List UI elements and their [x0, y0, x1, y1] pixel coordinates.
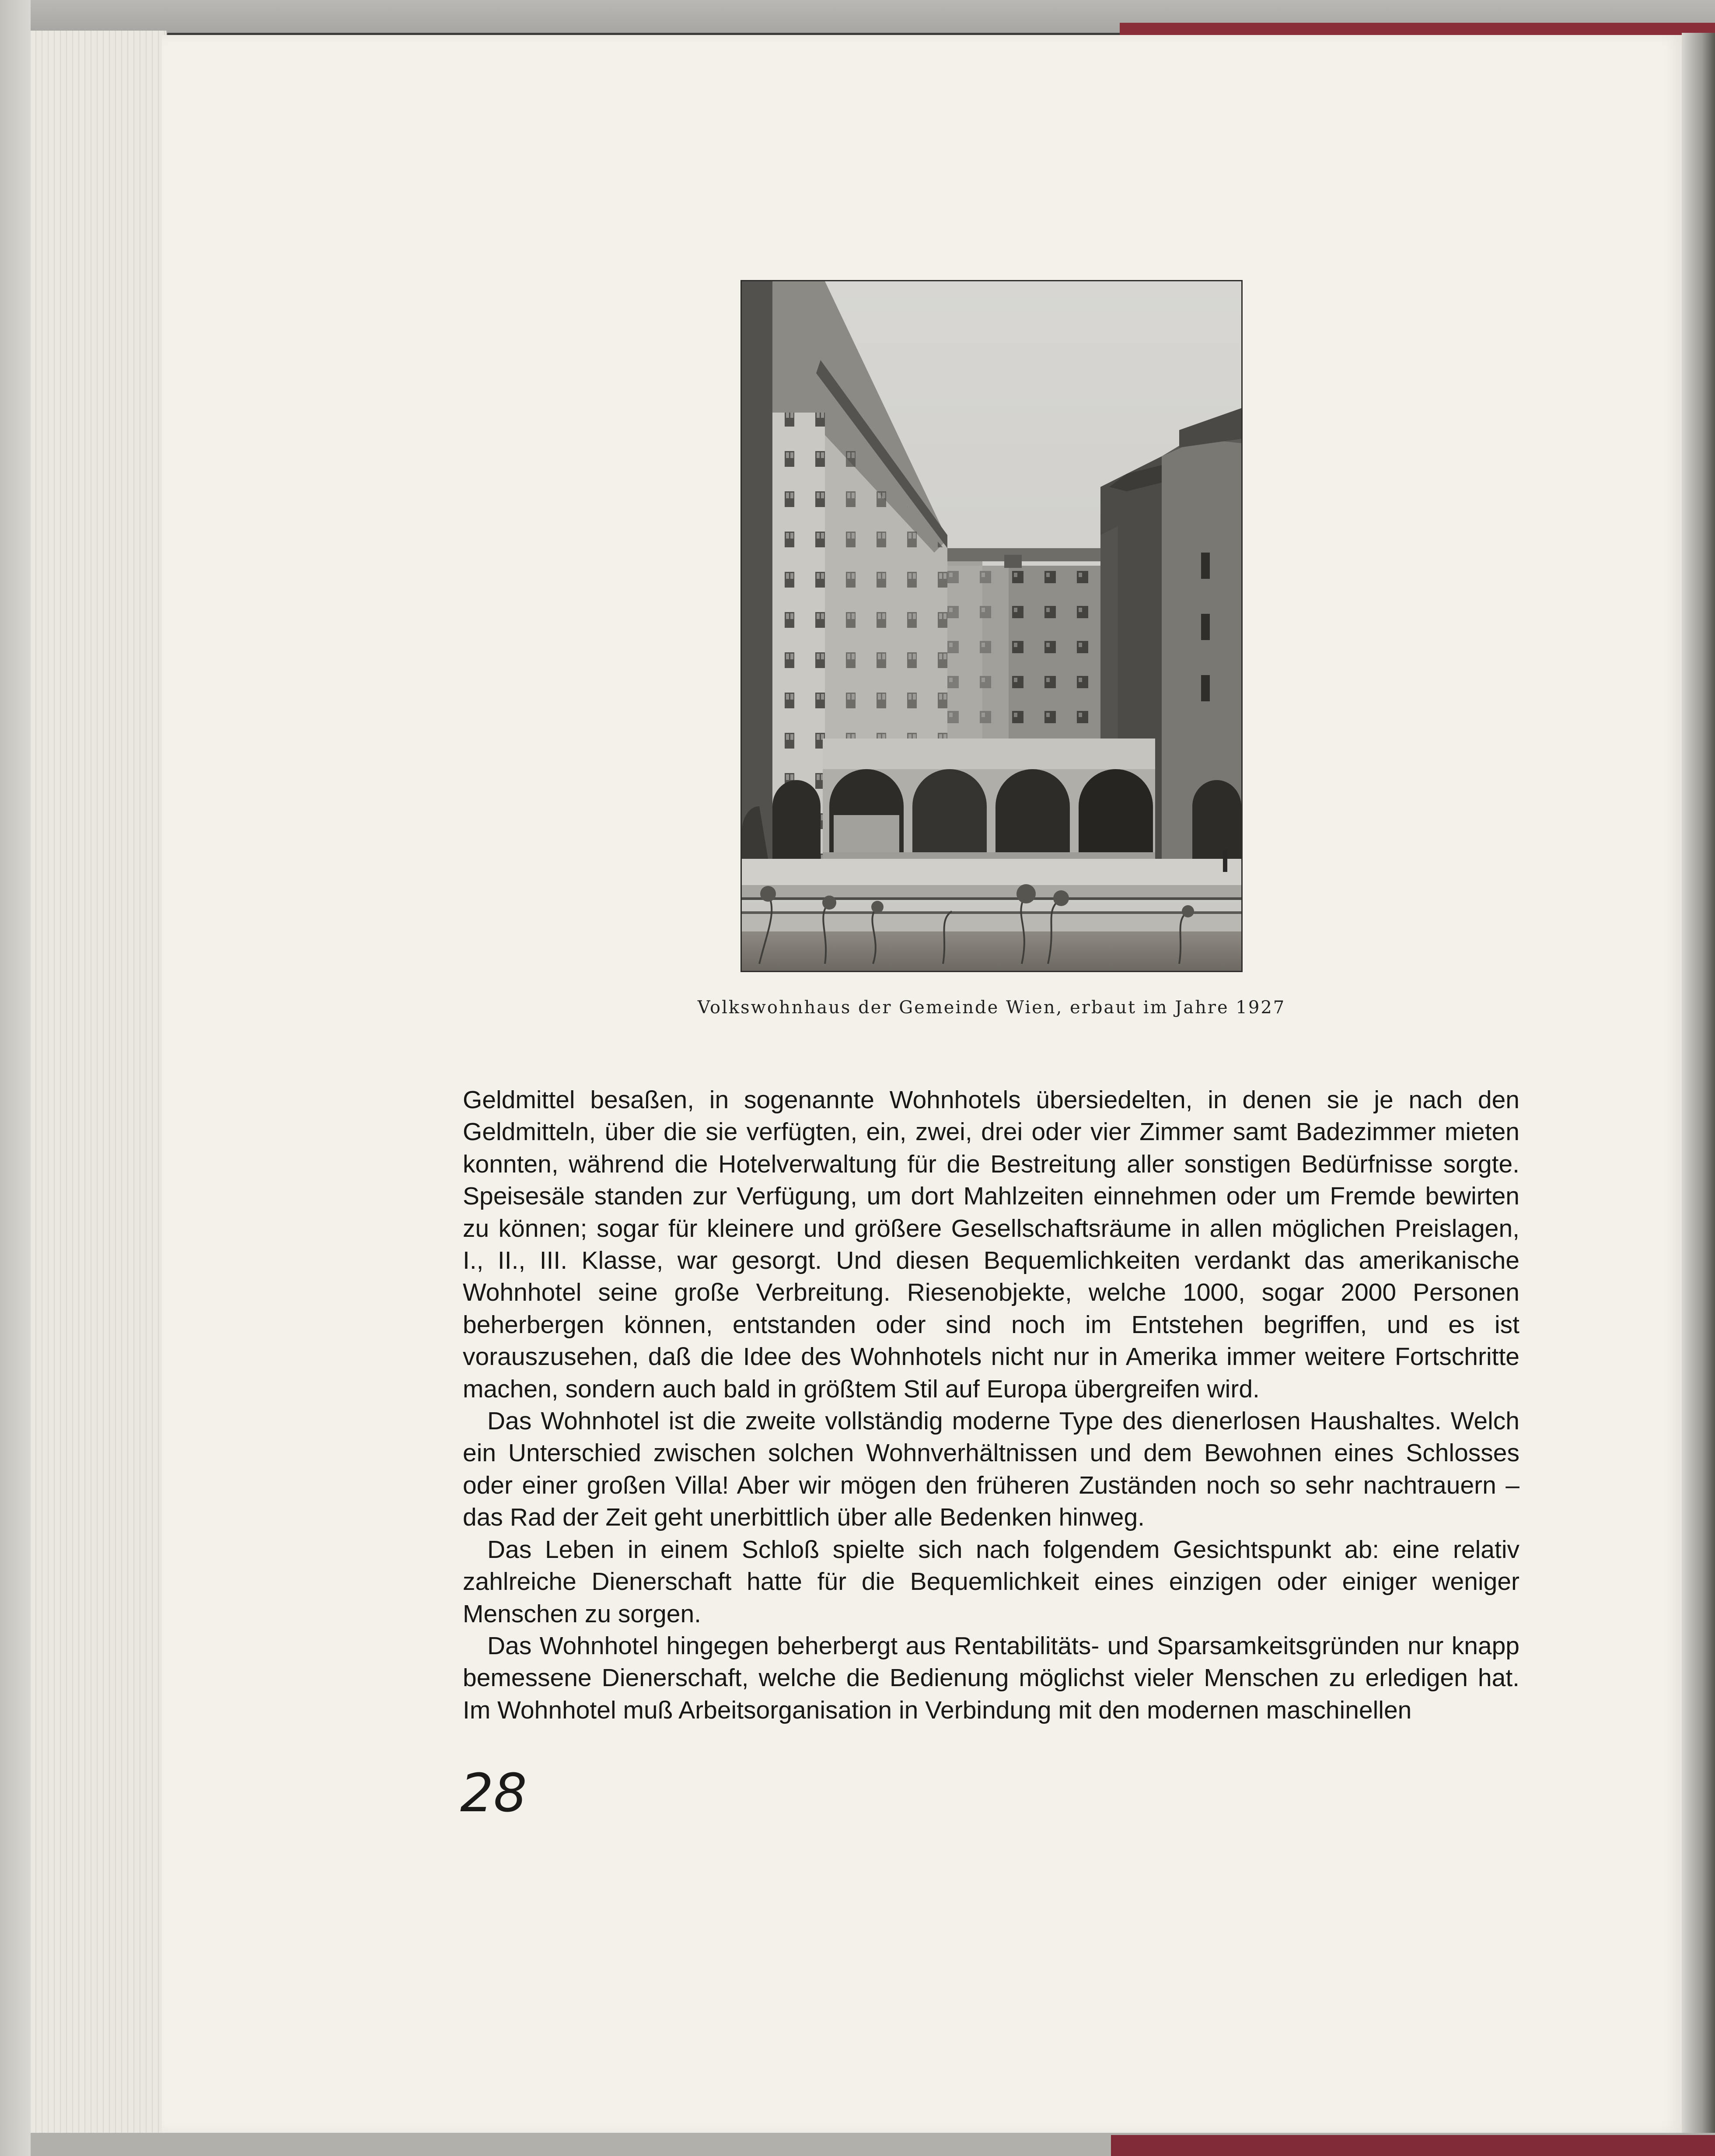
- stacked-page-edges: [31, 31, 167, 2133]
- paragraph-2: Das Wohnhotel ist die zweite vollständig moderne Type des dienerlosen Haushaltes. Welch ein Unterschied zwischen solchen Wohnverhältnissen und dem Bewohnen eines Schlosses oder einer großen Villa! Aber wir mögen den früheren Zuständen noch so sehr nachtrauern – das Rad der Zeit geht unerbittlich über alle Bedenken hinweg.: [463, 1407, 1519, 1532]
- page-number: 28: [460, 1763, 527, 1824]
- page-gutter-shadow: [1682, 33, 1715, 2133]
- photo-caption: Volkswohnhaus der Gemeinde Wien, erbaut im Jahre 1927: [697, 998, 1286, 1018]
- building-photo-illustration: [742, 281, 1241, 971]
- paragraph-4: Das Wohnhotel hingegen beherbergt aus Rentabilitäts- und Sparsamkeitsgründen nur knapp bemessene Dienerschaft, welche die Bedienung möglichst vieler Menschen zu erledigen hat. Im Wohnhotel muß Arbeitsorganisation in Verbindung mit den modernen maschinellen: [463, 1631, 1519, 1724]
- cover-red-band-top: [1120, 23, 1715, 35]
- paragraph-1: Geldmittel besaßen, in sogenannte Wohnhotels übersiedelten, in denen sie je nach den Geldmitteln, über die sie verfügten, ein, zwei, drei oder vier Zimmer samt Badezimmer mieten konnten, während die Hotelverwaltung für die Bestreitung aller sonstigen Bedürfnisse sorgte. Speisesäle standen zur Verfügung, um dort Mahlzeiten einnehmen oder um Fremde bewirten zu können; sogar für kleinere und größere Gesellschaftsräume in allen möglichen Preislagen, I., II., III. Klasse, war gesorgt. Und diesen Bequemlichkeiten verdankt das amerikanische Wohnhotel seine große Verbreitung. Riesenobjekte, welche 1000, sogar 2000 Personen beherbergen können, entstanden oder sind noch im Entstehen begriffen, und es ist vorauszusehen, daß die Idee des Wohnhotels nicht nur in Amerika immer weitere Fortschritte machen, sondern auch bald in größtem Stil auf Europa übergreifen wird.: [463, 1086, 1519, 1403]
- paragraph-3: Das Leben in einem Schloß spielte sich nach folgendem Gesichtspunkt ab: eine relativ zahlreiche Dienerschaft hatte für die Bequemlichkeit eines einzigen oder einiger weniger Menschen zu sorgen.: [463, 1535, 1519, 1628]
- photograph-volkswohnhaus: [740, 280, 1243, 972]
- book-cover-left-edge: [0, 0, 31, 2156]
- cover-red-band-bottom: [1111, 2135, 1715, 2156]
- body-text: [463, 1084, 1519, 1726]
